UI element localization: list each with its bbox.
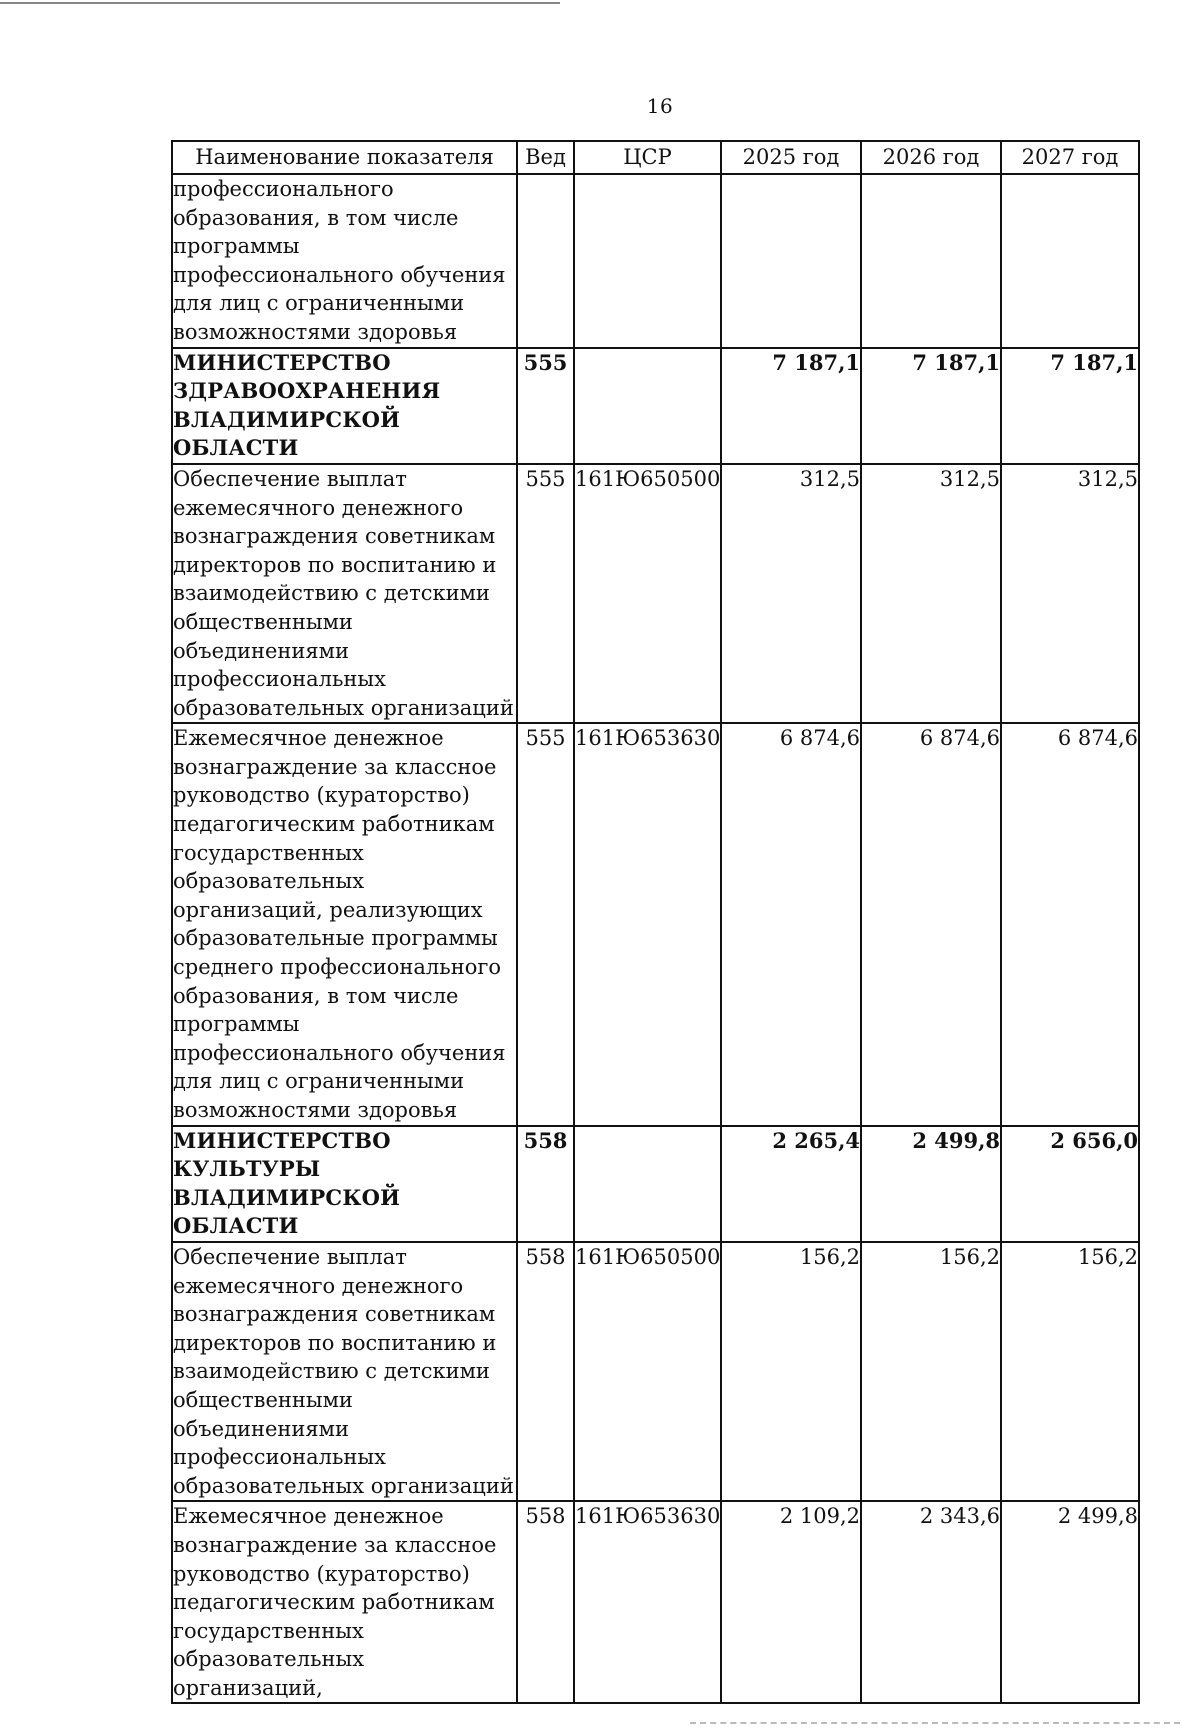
row-2026: 2 499,8 bbox=[861, 1126, 1001, 1242]
scan-edge-bottom bbox=[690, 1722, 1180, 1724]
row-2026: 7 187,1 bbox=[861, 348, 1001, 464]
row-2027 bbox=[1001, 174, 1139, 348]
header-2027: 2027 год bbox=[1001, 141, 1139, 174]
table-row bbox=[172, 1501, 1139, 1703]
header-name: Наименование показателя bbox=[172, 141, 517, 174]
table-row bbox=[172, 464, 1139, 723]
row-csr: 161Ю650500 bbox=[574, 1242, 721, 1501]
row-2027: 156,2 bbox=[1001, 1242, 1139, 1501]
ministry-row bbox=[172, 1126, 1139, 1242]
row-csr: 161Ю653630 bbox=[574, 723, 721, 1125]
row-2027: 7 187,1 bbox=[1001, 348, 1139, 464]
header-2025: 2025 год bbox=[721, 141, 861, 174]
row-csr bbox=[574, 1126, 721, 1242]
row-ved: 555 bbox=[517, 464, 574, 723]
ministry-row bbox=[172, 348, 1139, 464]
row-name: Ежемесячное денежное вознаграждение за классное руководство (кураторство) педагогическим работникам государственных образовательных организаций, реализующих образовательные программы среднего профессионального образования, в том числе программы профессионального обучения для лиц с ограниченными возможностями здоровья bbox=[172, 723, 517, 1125]
row-2027: 2 499,8 bbox=[1001, 1501, 1139, 1703]
row-name: Ежемесячное денежное вознаграждение за классное руководство (кураторство) педагогическим работникам государственных образовательных организаций, bbox=[172, 1501, 517, 1703]
table-row bbox=[172, 174, 1139, 348]
row-2026: 312,5 bbox=[861, 464, 1001, 723]
row-2025: 2 265,4 bbox=[721, 1126, 861, 1242]
row-csr bbox=[574, 174, 721, 348]
row-2026 bbox=[861, 174, 1001, 348]
table-header-row bbox=[172, 141, 1139, 174]
row-2025: 312,5 bbox=[721, 464, 861, 723]
row-2027: 6 874,6 bbox=[1001, 723, 1139, 1125]
row-ved: 555 bbox=[517, 348, 574, 464]
row-name: Обеспечение выплат ежемесячного денежного вознаграждения советникам директоров по воспитанию и взаимодействию с детскими общественными объединениями профессиональных образовательных организаций bbox=[172, 1242, 517, 1501]
row-2026: 2 343,6 bbox=[861, 1501, 1001, 1703]
row-ved: 558 bbox=[517, 1242, 574, 1501]
budget-table bbox=[171, 140, 1140, 1704]
row-2027: 2 656,0 bbox=[1001, 1126, 1139, 1242]
row-2027: 312,5 bbox=[1001, 464, 1139, 723]
row-csr bbox=[574, 348, 721, 464]
ministry-name: МИНИСТЕРСТВО ЗДРАВООХРАНЕНИЯ ВЛАДИМИРСКОЙ ОБЛАСТИ bbox=[172, 348, 517, 464]
row-name: Обеспечение выплат ежемесячного денежного вознаграждения советникам директоров по воспитанию и взаимодействию с детскими общественными объединениями профессиональных образовательных организаций bbox=[172, 464, 517, 723]
row-2025: 7 187,1 bbox=[721, 348, 861, 464]
row-2026: 156,2 bbox=[861, 1242, 1001, 1501]
header-csr: ЦСР bbox=[574, 141, 721, 174]
row-2026: 6 874,6 bbox=[861, 723, 1001, 1125]
row-ved: 558 bbox=[517, 1501, 574, 1703]
table-row bbox=[172, 1242, 1139, 1501]
header-2026: 2026 год bbox=[861, 141, 1001, 174]
header-ved: Вед bbox=[517, 141, 574, 174]
row-2025: 2 109,2 bbox=[721, 1501, 861, 1703]
scan-edge-top bbox=[0, 2, 560, 4]
ministry-name: МИНИСТЕРСТВО КУЛЬТУРЫ ВЛАДИМИРСКОЙ ОБЛАСТИ bbox=[172, 1126, 517, 1242]
row-2025: 156,2 bbox=[721, 1242, 861, 1501]
page-number: 16 bbox=[646, 94, 674, 118]
row-2025 bbox=[721, 174, 861, 348]
row-ved: 558 bbox=[517, 1126, 574, 1242]
row-2025: 6 874,6 bbox=[721, 723, 861, 1125]
row-ved: 555 bbox=[517, 723, 574, 1125]
row-csr: 161Ю650500 bbox=[574, 464, 721, 723]
table-row bbox=[172, 723, 1139, 1125]
row-ved bbox=[517, 174, 574, 348]
row-name: профессионального образования, в том числе программы профессионального обучения для лиц с ограниченными возможностями здоровья bbox=[172, 174, 517, 348]
row-csr: 161Ю653630 bbox=[574, 1501, 721, 1703]
